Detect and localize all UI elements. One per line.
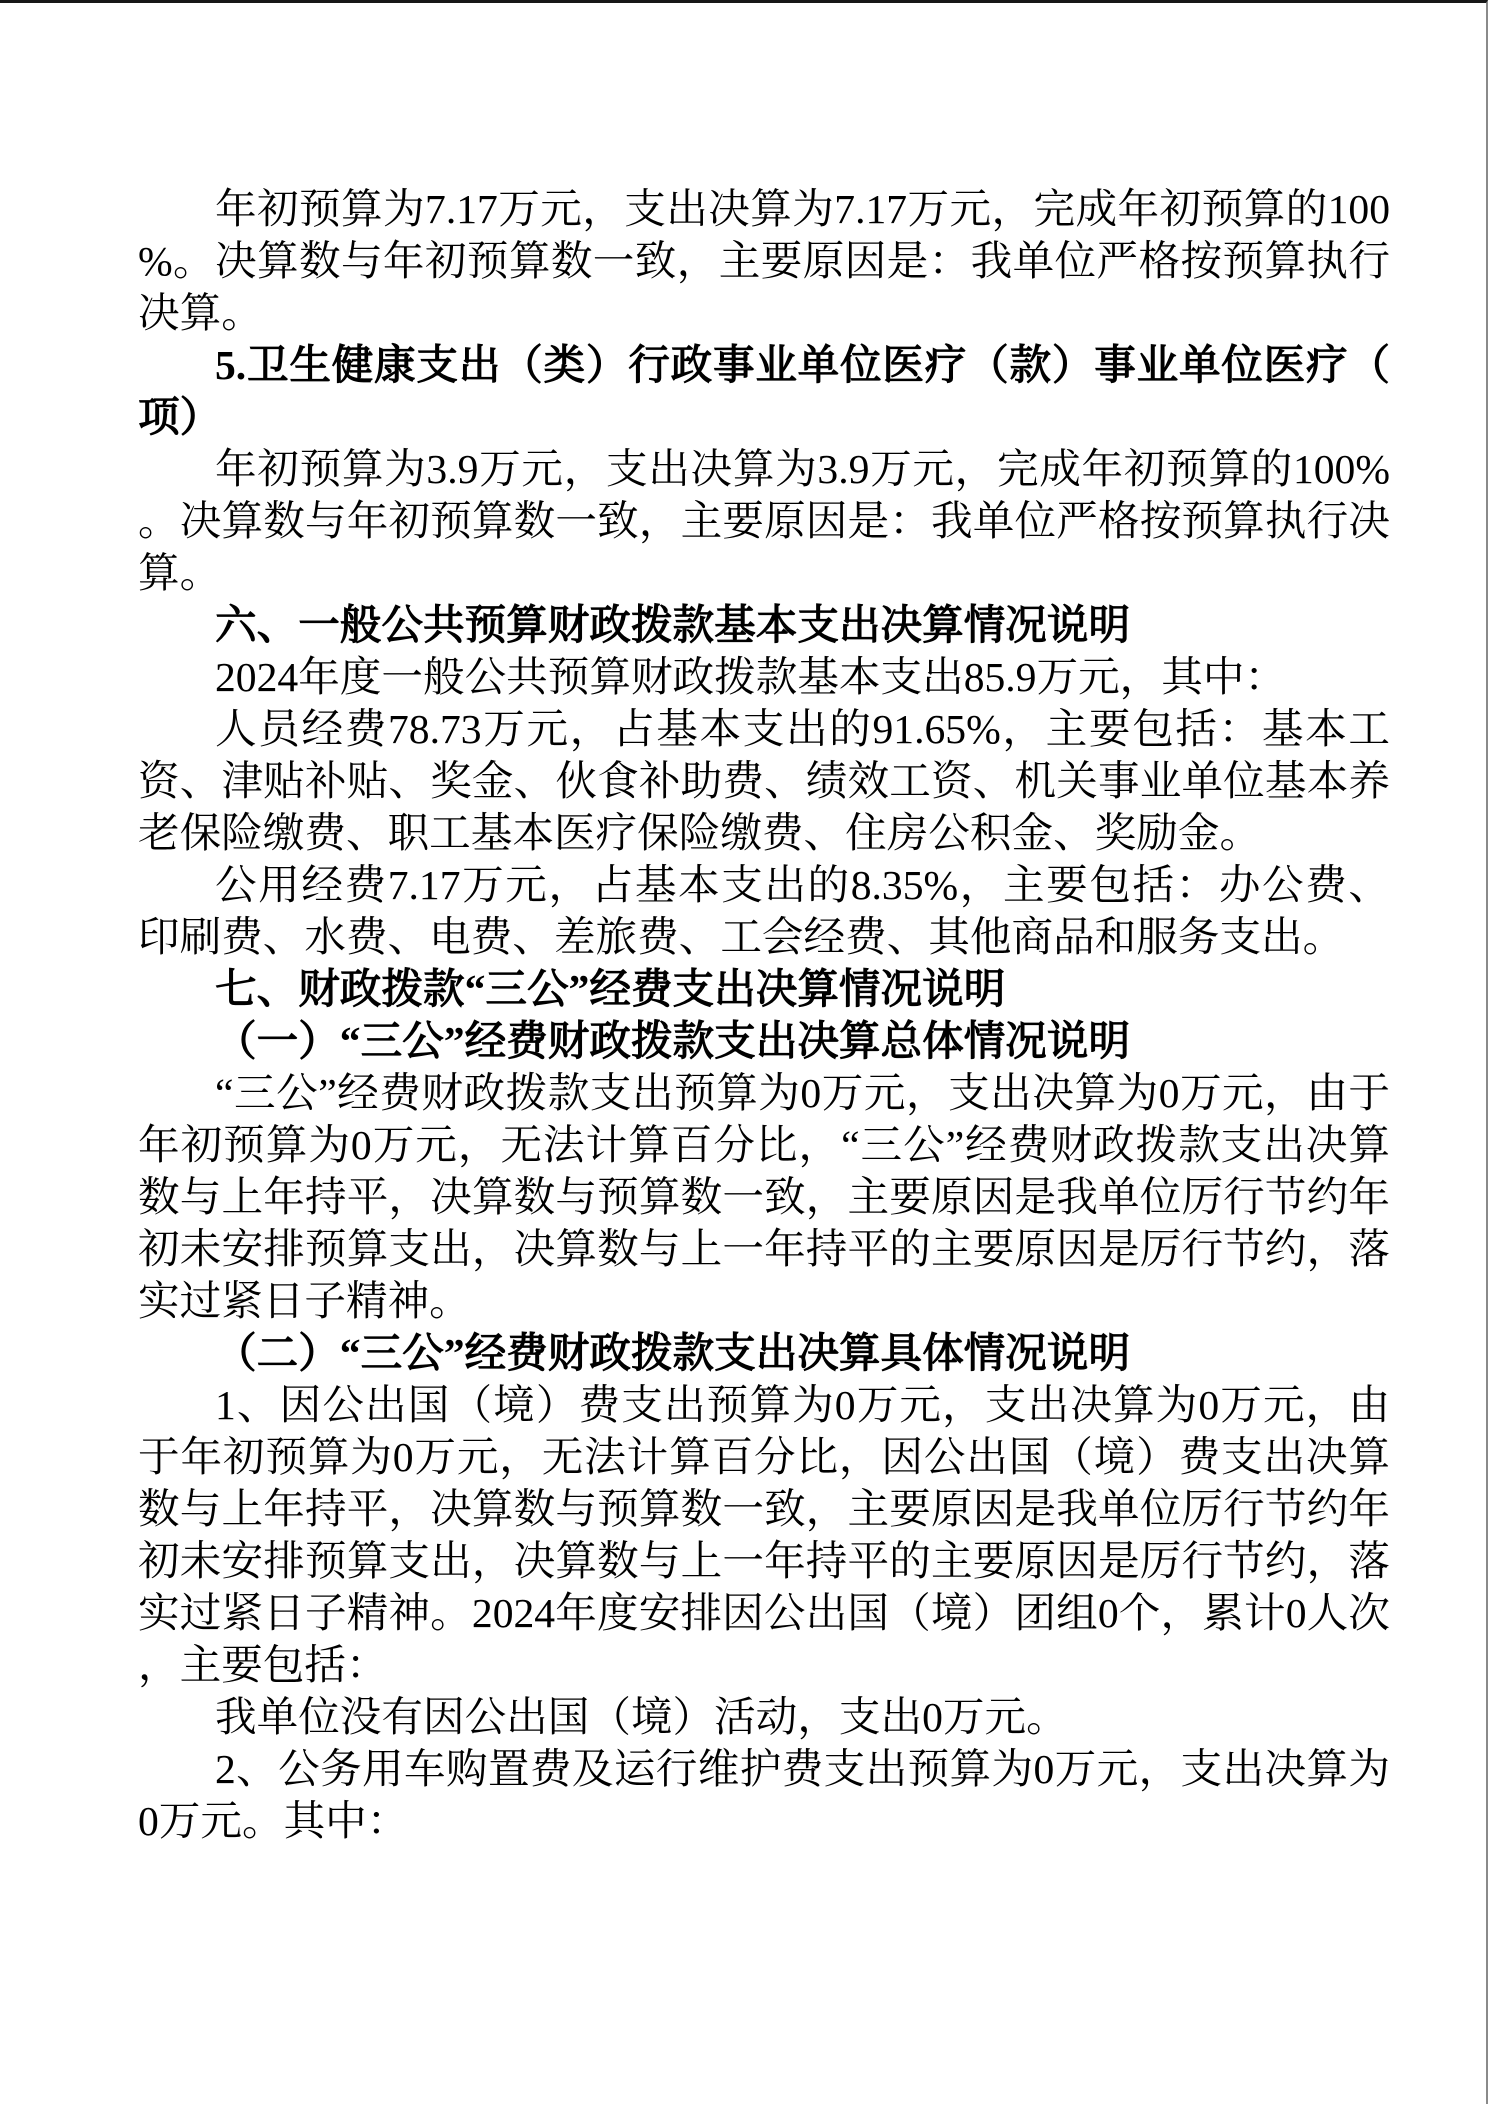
para-personnel-expense: 人员经费78.73万元，占基本支出的91.65%，主要包括：基本工资、津贴补贴、奖金、伙食补助费、绩效工资、机关事业单位基本养老保险缴费、职工基本医疗保险缴费、住房公积金、奖励金。 (138, 706, 1390, 856)
para-item5-detail: 年初预算为3.9万元，支出决算为3.9万元，完成年初预算的100%。决算数与年初预算数一致，主要原因是：我单位严格按预算执行决算。 (138, 446, 1390, 596)
para-item4-detail: 年初预算为7.17万元，支出决算为7.17万元，完成年初预算的100%。决算数与年初预算数一致，主要原因是：我单位严格按预算执行决算。 (138, 186, 1390, 336)
para-public-expense: 公用经费7.17万元，占基本支出的8.35%，主要包括：办公费、印刷费、水费、电费、差旅费、工会经费、其他商品和服务支出。 (138, 862, 1390, 960)
para-abroad-activity: 我单位没有因公出国（境）活动，支出0万元。 (215, 1694, 1068, 1740)
para-abroad-expense: 1、因公出国（境）费支出预算为0万元，支出决算为0万元，由于年初预算为0万元，无法计算百分比，因公出国（境）费支出决算数与上年持平，决算数与预算数一致，主要原因是我单位厉行节约年初未安排预算支出，决算数与上一年持平的主要原因是厉行节约，落实过紧日子精神。2024年度安排因公出国（境）团组0个，累计0人次，主要包括： (138, 1382, 1390, 1688)
para-sangong-overview: “三公”经费财政拨款支出预算为0万元，支出决算为0万元，由于年初预算为0万元，无法计算百分比，“三公”经费财政拨款支出决算数与上年持平，决算数与预算数一致，主要原因是我单位厉行节约年初未安排预算支出，决算数与上一年持平的主要原因是厉行节约，落实过紧日子精神。 (138, 1070, 1390, 1324)
heading-section7: 七、财政拨款“三公”经费支出决算情况说明 (215, 966, 1006, 1012)
document-content (138, 183, 1390, 1847)
para-section6-total: 2024年度一般公共预算财政拨款基本支出85.9万元，其中： (215, 654, 1287, 700)
heading-section7-2: （二）“三公”经费财政拨款支出决算具体情况说明 (215, 1330, 1131, 1376)
para-vehicle-expense: 2、公务用车购置费及运行维护费支出预算为0万元，支出决算为0万元。其中： (138, 1746, 1390, 1844)
heading-section6: 六、一般公共预算财政拨款基本支出决算情况说明 (215, 602, 1131, 648)
heading-section7-1: （一）“三公”经费财政拨款支出决算总体情况说明 (215, 1018, 1131, 1064)
heading-item5: 5.卫生健康支出（类）行政事业单位医疗（款）事业单位医疗（项） (138, 342, 1390, 440)
